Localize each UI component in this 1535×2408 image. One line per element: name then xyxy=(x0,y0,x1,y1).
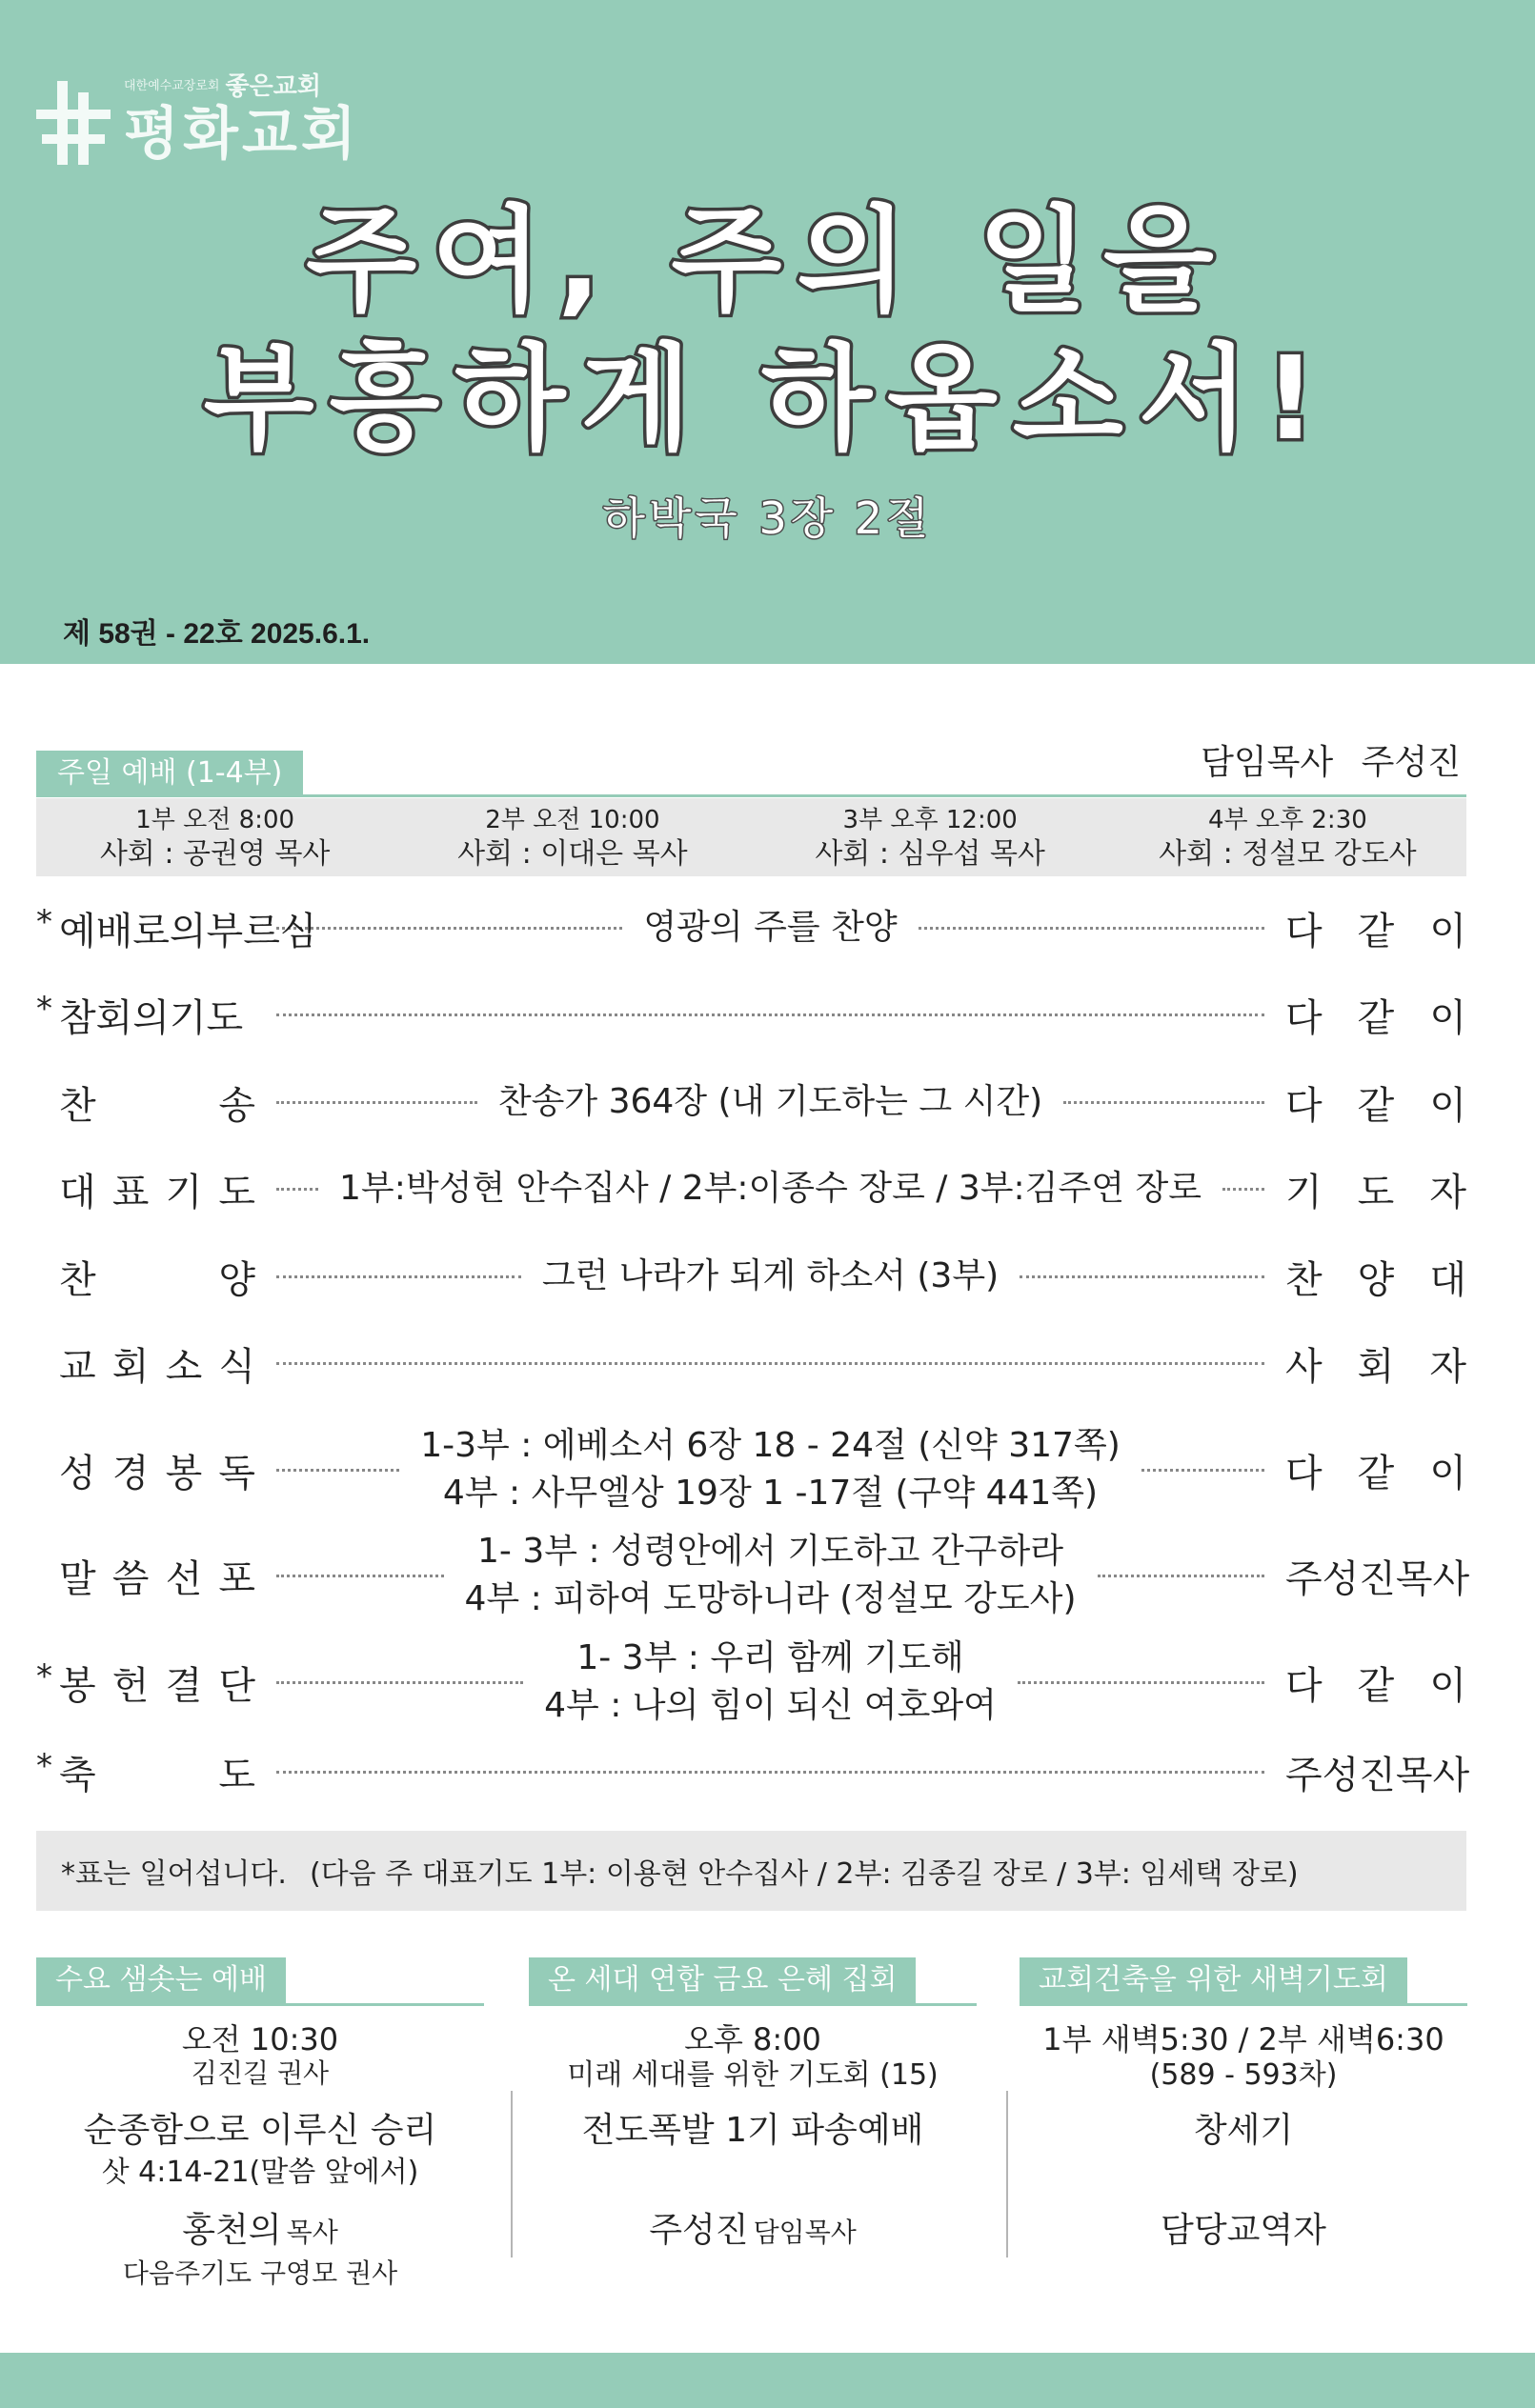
dotted-leader xyxy=(276,1188,318,1191)
service-host: 사회 : 심우섭 목사 xyxy=(815,837,1045,871)
column-time: 오후 8:00 xyxy=(684,2021,821,2057)
order-leader xyxy=(1285,1443,1466,1497)
section-divider xyxy=(36,794,1466,797)
order-label-char: 찬 xyxy=(59,1083,96,1128)
order-content-line: 그런 나라가 되게 하소서 (3부) xyxy=(541,1256,1000,1295)
order-label-char: 식 xyxy=(218,1344,255,1389)
order-label-char: 봉 xyxy=(165,1451,203,1495)
standing-mark: * xyxy=(36,1656,52,1696)
dawn-prayer-service xyxy=(1020,1957,1467,2258)
dotted-leader xyxy=(919,927,1264,930)
dotted-leader xyxy=(276,1013,1264,1016)
order-label xyxy=(36,1656,255,1710)
order-row xyxy=(36,1160,1466,1217)
service-time: 3부 오후 12:00 xyxy=(842,806,1018,834)
footer-bar xyxy=(0,2353,1535,2408)
wednesday-service xyxy=(36,1957,484,2290)
order-row xyxy=(36,986,1466,1043)
order-content-line: 찬송가 364장 (내 기도하는 그 시간) xyxy=(497,1082,1043,1121)
standing-mark: * xyxy=(36,989,52,1028)
order-label-char: 회 xyxy=(111,1344,150,1389)
order-leader-char: 다 xyxy=(1285,1663,1323,1708)
order-content-line: 영광의 주를 찬양 xyxy=(643,908,898,947)
column-title-sub: 삿 4:14-21(말씀 앞에서) xyxy=(101,2156,419,2189)
order-row xyxy=(36,1074,1466,1131)
column-speaker: 담당교역자 xyxy=(1161,2211,1326,2250)
order-content-line: 4부 : 나의 힘이 되신 여호와여 xyxy=(544,1686,997,1725)
dotted-leader xyxy=(276,1275,521,1278)
order-content xyxy=(444,1528,1098,1623)
service-1 xyxy=(36,798,394,876)
dotted-leader xyxy=(1020,1275,1264,1278)
order-label-char: 축 xyxy=(59,1753,96,1797)
order-content-line: 4부 : 사무엘상 19장 1 -17절 (구약 441쪽) xyxy=(442,1474,1099,1513)
order-leader-char: 회 xyxy=(1357,1344,1395,1389)
order-leader-char: 자 xyxy=(1429,1344,1466,1389)
order-label-char: 양 xyxy=(218,1257,255,1302)
logo-denomination: 대한예수교장로회 xyxy=(124,79,220,93)
order-leader-char: 같 xyxy=(1357,995,1395,1040)
service-host: 사회 : 정설모 강도사 xyxy=(1159,837,1417,871)
column-extra: 다음주기도 구영모 권사 xyxy=(122,2258,398,2289)
column-speaker-role: 목사 xyxy=(286,2217,338,2248)
column-sub: (589 - 593차) xyxy=(1149,2058,1338,2092)
order-leader-char: 다 xyxy=(1285,1083,1323,1128)
order-row xyxy=(36,1635,1466,1730)
senior-pastor: 담임목사 주성진 xyxy=(1201,743,1461,782)
order-leader-char: 대 xyxy=(1429,1257,1466,1302)
order-row xyxy=(36,1422,1466,1517)
order-label-char: 성 xyxy=(59,1451,96,1495)
order-leader-char: 양 xyxy=(1357,1257,1395,1302)
order-label-char: 소 xyxy=(165,1344,203,1389)
column-separator xyxy=(511,2091,513,2258)
dotted-leader xyxy=(276,927,622,930)
order-content-line: 1-3부 : 에베소서 6장 18 - 24절 (신약 317쪽) xyxy=(420,1426,1121,1465)
order-label-char: 선 xyxy=(165,1556,203,1601)
dotted-leader xyxy=(1141,1469,1264,1472)
dotted-leader xyxy=(1098,1575,1265,1577)
order-leader-char: 다 xyxy=(1285,909,1323,953)
logo-name: 평화교회 xyxy=(124,101,360,168)
column-title: 창세기 xyxy=(1193,2111,1294,2150)
order-label-char: 표 xyxy=(111,1170,150,1214)
column-separator xyxy=(1006,2091,1008,2258)
order-leader: 주성진목사 xyxy=(1285,1556,1470,1601)
order-leader xyxy=(1285,901,1466,955)
order-label-char: 찬 xyxy=(59,1257,96,1302)
dotted-leader xyxy=(276,1681,523,1684)
order-label-char: 교 xyxy=(59,1344,96,1389)
order-row xyxy=(36,1248,1466,1305)
dotted-leader xyxy=(276,1575,444,1577)
friday-service xyxy=(529,1957,977,2258)
order-label-char: 송 xyxy=(218,1083,255,1128)
order-content-line: 1부:박성현 안수집사 / 2부:이종수 장로 / 3부:김주연 장로 xyxy=(339,1169,1202,1208)
order-leader-char: 같 xyxy=(1357,1663,1395,1708)
theme-verse: 하박국 3장 2절 xyxy=(602,492,933,544)
order-label xyxy=(36,1075,255,1130)
dotted-leader xyxy=(276,1469,399,1472)
order-row xyxy=(36,899,1466,956)
theme-title-line-1: 주여, 주의 일을 xyxy=(306,195,1229,328)
church-logo xyxy=(36,67,360,167)
order-leader-char: 다 xyxy=(1285,1451,1323,1495)
order-leader-char: 같 xyxy=(1357,909,1395,953)
order-row xyxy=(36,1743,1470,1800)
order-leader: 주성진목사 xyxy=(1285,1753,1470,1797)
dotted-leader xyxy=(276,1771,1264,1774)
order-content xyxy=(477,1078,1063,1126)
issue-info: 제 58권 - 22호 2025.6.1. xyxy=(63,618,371,650)
order-leader xyxy=(1285,1075,1466,1130)
order-leader-char: 같 xyxy=(1357,1451,1395,1495)
order-label-char: 기 xyxy=(165,1170,203,1214)
column-title: 전도폭발 1기 파송예배 xyxy=(581,2111,924,2150)
order-content-line: 1- 3부 : 성령안에서 기도하고 간구하라 xyxy=(477,1532,1064,1571)
order-label xyxy=(36,1443,255,1497)
order-label xyxy=(36,1336,255,1391)
theme-title-line-2: 부흥하게 하옵소서! xyxy=(203,333,1332,466)
service-2 xyxy=(394,798,751,876)
order-label-char: 도 xyxy=(218,1170,255,1214)
column-time: 오전 10:30 xyxy=(181,2021,339,2057)
logo-subname: 좋은교회 xyxy=(225,72,321,101)
service-time: 1부 오전 8:00 xyxy=(135,806,295,834)
order-leader xyxy=(1285,1162,1466,1216)
service-host: 사회 : 이대은 목사 xyxy=(457,837,688,871)
dotted-leader xyxy=(276,1362,1264,1365)
order-leader-char: 도 xyxy=(1357,1170,1395,1214)
standing-note: *표는 일어섭니다. xyxy=(61,1857,287,1891)
order-label-char: 헌 xyxy=(111,1663,150,1708)
service-host: 사회 : 공권영 목사 xyxy=(99,837,331,871)
dotted-leader xyxy=(1063,1101,1264,1104)
order-label-char: 독 xyxy=(218,1451,255,1495)
standing-mark: * xyxy=(36,902,52,941)
order-leader-char: 다 xyxy=(1285,995,1323,1040)
order-content xyxy=(622,904,918,952)
order-content-line: 1- 3부 : 우리 함께 기도해 xyxy=(576,1638,964,1677)
order-leader-char: 이 xyxy=(1429,1083,1466,1128)
service-time: 2부 오전 10:00 xyxy=(485,806,660,834)
column-speaker: 주성진 xyxy=(649,2211,749,2250)
column-title: 순종함으로 이루신 승리 xyxy=(83,2111,437,2150)
order-label-char: 결 xyxy=(165,1663,203,1708)
order-label-char: 포 xyxy=(218,1556,255,1601)
order-label-text: 예배로의부르심 xyxy=(59,909,317,953)
order-leader-char: 이 xyxy=(1429,995,1466,1040)
column-divider xyxy=(1020,2003,1467,2006)
column-tab: 교회건축을 위한 새벽기도회 xyxy=(1020,1957,1407,2003)
order-label xyxy=(36,1162,255,1216)
order-label-char: 단 xyxy=(218,1663,255,1708)
service-time: 4부 오후 2:30 xyxy=(1207,806,1367,834)
sunday-worship-tab: 주일 예배 (1-4부) xyxy=(36,751,303,796)
column-tab: 수요 샘솟는 예배 xyxy=(36,1957,286,2003)
order-leader xyxy=(1285,1336,1466,1391)
column-speaker: 홍천의 xyxy=(182,2211,282,2250)
order-content xyxy=(523,1635,1018,1730)
order-content xyxy=(318,1165,1222,1213)
order-content xyxy=(399,1422,1141,1517)
order-label-char: 말 xyxy=(59,1556,96,1601)
dotted-leader xyxy=(1222,1188,1264,1191)
order-row xyxy=(36,1334,1466,1392)
column-tab: 온 세대 연합 금요 은혜 집회 xyxy=(529,1957,916,2003)
order-leader xyxy=(1285,1250,1466,1304)
column-divider xyxy=(36,2003,484,2006)
service-4 xyxy=(1109,798,1466,876)
order-leader xyxy=(1285,1656,1466,1710)
order-label xyxy=(36,1250,255,1304)
order-content-line: 4부 : 피하여 도망하니라 (정설모 강도사) xyxy=(464,1579,1077,1618)
order-leader xyxy=(1285,988,1466,1042)
header-banner xyxy=(0,0,1535,664)
order-label-char: 봉 xyxy=(59,1663,96,1708)
standing-mark: * xyxy=(36,1746,52,1785)
order-label-char: 대 xyxy=(59,1170,96,1214)
order-leader-char: 같 xyxy=(1357,1083,1395,1128)
order-row xyxy=(36,1528,1470,1623)
order-leader-char: 이 xyxy=(1429,1451,1466,1495)
order-label xyxy=(36,1745,255,1799)
order-leader-char: 찬 xyxy=(1285,1257,1323,1302)
order-label-char: 경 xyxy=(111,1451,150,1495)
order-leader-char: 자 xyxy=(1429,1170,1466,1214)
order-label xyxy=(36,1549,255,1603)
next-week-prayer: (다음 주 대표기도 1부: 이용현 안수집사 / 2부: 김종길 장로 / 3부: 임세택 장로) xyxy=(309,1857,1299,1891)
dotted-leader xyxy=(1018,1681,1264,1684)
order-leader-char: 기 xyxy=(1285,1170,1323,1214)
dotted-leader xyxy=(276,1101,477,1104)
service-times xyxy=(36,798,1466,876)
notice-bar xyxy=(36,1831,1466,1911)
order-leader-char: 사 xyxy=(1285,1344,1323,1389)
order-label-char: 씀 xyxy=(111,1556,150,1601)
order-leader-char: 이 xyxy=(1429,909,1466,953)
order-content xyxy=(521,1253,1020,1300)
column-sub: 미래 세대를 위한 기도회 (15) xyxy=(567,2058,939,2092)
order-label-char: 도 xyxy=(218,1753,255,1797)
column-sub: 김진길 권사 xyxy=(191,2057,330,2089)
service-3 xyxy=(752,798,1109,876)
column-time: 1부 새벽5:30 / 2부 새벽6:30 xyxy=(1042,2021,1444,2057)
order-label-text: 참회의기도 xyxy=(59,995,244,1040)
column-speaker-role: 담임목사 xyxy=(753,2217,857,2248)
order-leader-char: 이 xyxy=(1429,1663,1466,1708)
order-label xyxy=(36,988,255,1042)
cross-logo-icon xyxy=(36,81,112,167)
column-divider xyxy=(529,2003,977,2006)
order-label xyxy=(36,901,317,955)
